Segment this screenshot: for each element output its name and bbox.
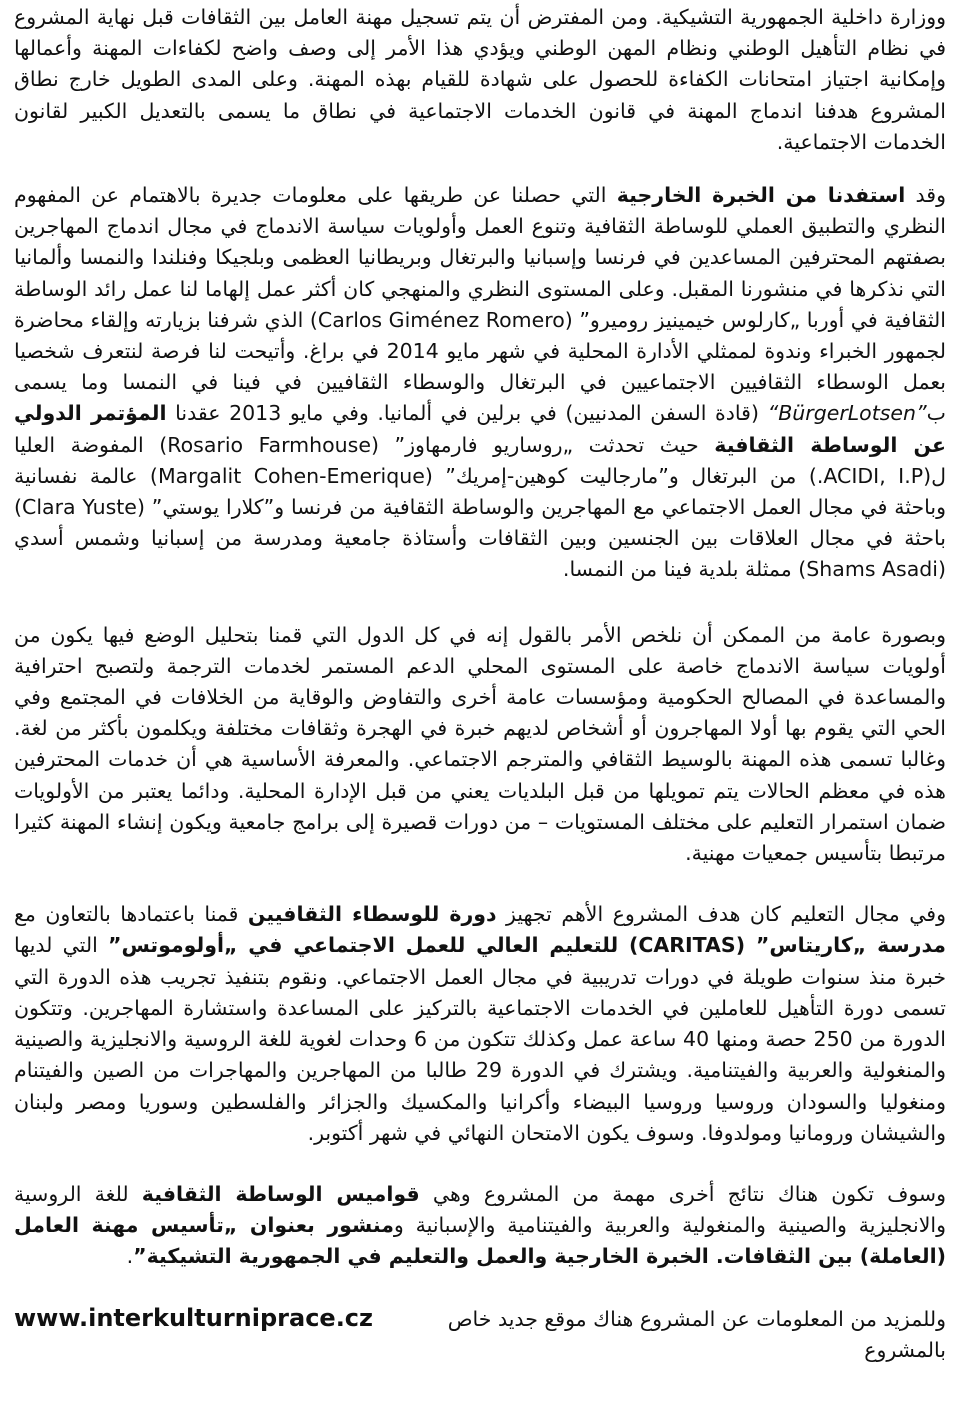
paragraph-5: [14, 1179, 946, 1273]
footer-text: وللمزيد من المعلومات عن المشروع هناك موقع جديد خاص بالمشروع: [447, 1306, 946, 1362]
paragraph-4-bold-b: مدرسة „كاريتاس” (CARITAS) للتعليم العالي للعمل الاجتماعي في „أولوموتس”: [107, 933, 946, 958]
paragraph-5-bold-b: منشور بعنوان „تأسيس مهنة العامل (العاملة) بين الثقافات. الخبرة الخارجية والعمل والتعليم في الجمهورية التشيكية”: [14, 1213, 946, 1269]
paragraph-2-bold-b: المؤتمر الدولي عن الوساطة الثقافية: [14, 401, 947, 457]
paragraph-4-text-c: التي لديها خبرة منذ سنوات طويلة في دورات تدريبية في مجال العمل الاجتماعي. ونقوم بتنفيذ تجريب هذه الدورة التي تسمى دورة التأهيل للعاملين في الخدمات الاجتماعية بالتركيز على المساعدة واستشارة المهاجرين. وتتكون الدورة من 250 حصة ومنها 40 ساعة عمل وكذلك تتكون من 6 وحدات لغوية للغة الروسية والانجليزية والصينية والمنغولية والعربية والفيتنامية. ويشترك في الدورة 29 طالبا من المهاجرين والمهاجرات من الصين والفيتنام ومنغوليا والسودان وروسيا وروسيا البيضاء وأكرانيا والمكسيك والجزائر والفلسطين وسوريا ومصر ولبنان والشيشان ورومانيا ومولدوفا. وسوف يكون الامتحان النهائي في شهر أكتوبر.: [14, 933, 946, 1145]
footer-line: [14, 1303, 946, 1366]
paragraph-spacer: [14, 586, 946, 620]
paragraph-4-text-b: قمنا باعتمادها بالتعاون مع: [14, 902, 248, 927]
paragraph-2: [14, 180, 946, 586]
paragraph-2-text-b: التي حصلنا عن طريقها على معلومات جديرة بالاهتمام عن المفهوم النظري والتطبيق العملي للوساطة الثقافية وتنوع العمل وأولويات سياسة الاندماج في مجال اندماج المهاجرين بصفتهم المحترفين المساعدين في فرنسا وإسبانيا والبرتغال وبريطانيا العظمى وبلجيكا وفنلندا والنمسا وألمانيا التي نذكرها في منشورنا المقبل. وعلى المستوى النظري والمنهجي كان أكثر عمل إلهاما لنا عمل رائد الوساطة الثقافية في أوربا „كارلوس خيمينيز روميرو” (Carlos Giménez Romero) الذي شرفنا بزيارته وإلقاء محاضرة لجمهور الخبراء وندوة لممثلي الأدارة المحلية في شهر مايو 2014 في براغ. وأتيحت لنا فرصة لنتعرف شخصيا بعمل الوسطاء الثقافيين الاجتماعيين في البرتغال والوسطاء الثقافيين في فينا في النمسا وما يسمى ب: [14, 183, 947, 426]
paragraph-spacer: [14, 1149, 946, 1179]
paragraph-spacer: [14, 158, 946, 180]
paragraph-2-text-d: حيث تحدثت „روساريو فارمهاوز” (Rosario Farmhouse) المفوضة العليا ل(ACIDI, I.P.) من البرتغال و”مارجاليت كوهين-إمريك” (Margalit Cohen-Emerique) عالمة نفسانية وباحثة في مجال العمل الاجتماعي مع المهاجرين والوساطة الثقافية من فرنسا و”كلارا يوستي” (Clara Yuste) باحثة في مجال العلاقات بين الجنسين وبين الثقافات وأستاذة جامعية ومدرسة من إسبانيا وشمس أسدي (Shams Asadi) ممثلة بلدية فينا من النمسا.: [14, 432, 946, 582]
paragraph-spacer: [14, 869, 946, 899]
paragraph-5-bold-a: قواميس الوساطة الثقافية: [141, 1181, 420, 1206]
paragraph-4-text-a: وفي مجال التعليم كان هدف المشروع الأهم تجهيز: [496, 902, 946, 927]
paragraph-1-text: ووزارة داخلية الجمهورية التشيكية. ومن المفترض أن يتم تسجيل مهنة العامل بين الثقافات قبل نهاية المشروع في نظام التأهيل الوطني ونظام المهن الوطني ويؤدي هذا الأمر إلى وصف واضح لكفاءات المهنة وأعمالها وإمكانية اجتياز امتحانات الكفاءة للحصول على شهادة للقيام بهذه المهنة. وعلى المدى الطويل خارج نطاق المشروع هدفنا اندماج المهنة في قانون الخدمات الاجتماعية في نطاق ما يسمى بالتعديل الكبير لقانون الخدمات الاجتماعية.: [14, 5, 946, 154]
paragraph-1: [14, 2, 946, 158]
paragraph-3: [14, 620, 946, 870]
paragraph-5-text-b: للغة الروسية والانجليزية والصينية والمنغولية والعربية والفيتنامية والإسبانية و: [14, 1181, 946, 1238]
paragraph-spacer: [14, 1273, 946, 1303]
paragraph-2-bold-a: استفدنا من الخبرة الخارجية: [616, 183, 906, 208]
paragraph-2-text-c: (قادة السفن المدنيين) في برلين في ألمانيا. وفي مايو 2013 عقدنا: [166, 401, 768, 426]
website-link[interactable]: www.interkulturniprace.cz: [14, 1303, 374, 1332]
paragraph-2-text-a: وقد: [905, 183, 946, 208]
paragraph-2-italic: “BürgerLotsen”: [767, 401, 927, 426]
paragraph-5-text-c: .: [126, 1244, 134, 1269]
paragraph-4: [14, 899, 946, 1149]
paragraph-5-text-a: وسوف تكون هناك نتائج أخرى مهمة من المشروع وهي: [419, 1181, 946, 1206]
paragraph-3-text: وبصورة عامة من الممكن أن نلخص الأمر بالقول إنه في كل الدول التي قمنا بتحليل الوضع فيها يكون من أولويات سياسة الاندماج خاصة على المستوى المحلي الدعم المستمر لخدمات الترجمة ولتصبح احترافية والمساعدة في المصالح الحكومية ومؤسسات عامة أخرى والتفاوض والوقاية من الخلافات في المجتمع وفي الحي التي يقوم بها أولا المهاجرون أو أشخاص لديهم خبرة في الهجرة وثقافات مختلفة ويكلمون بأكثر من لغة. وغالبا تسمى هذه المهنة بالوسيط الثقافي والمترجم الاجتماعي. والمعرفة الأساسية هي أن خدمات المحترفين هذه في معظم الحالات يتم تمويلها من قبل البلديات يعني من قبل الإدارة المحلية. ودائما يعتبر من الأولويات ضمان استمرار التعليم على مختلف المستويات – من دورات قصيرة إلى برامج جامعية ويكون إنشاء المهنة كثيرا مرتبطا بتأسيس جمعيات مهنية.: [14, 622, 946, 866]
paragraph-4-bold-a: دورة للوسطاء الثقافيين: [247, 902, 497, 927]
